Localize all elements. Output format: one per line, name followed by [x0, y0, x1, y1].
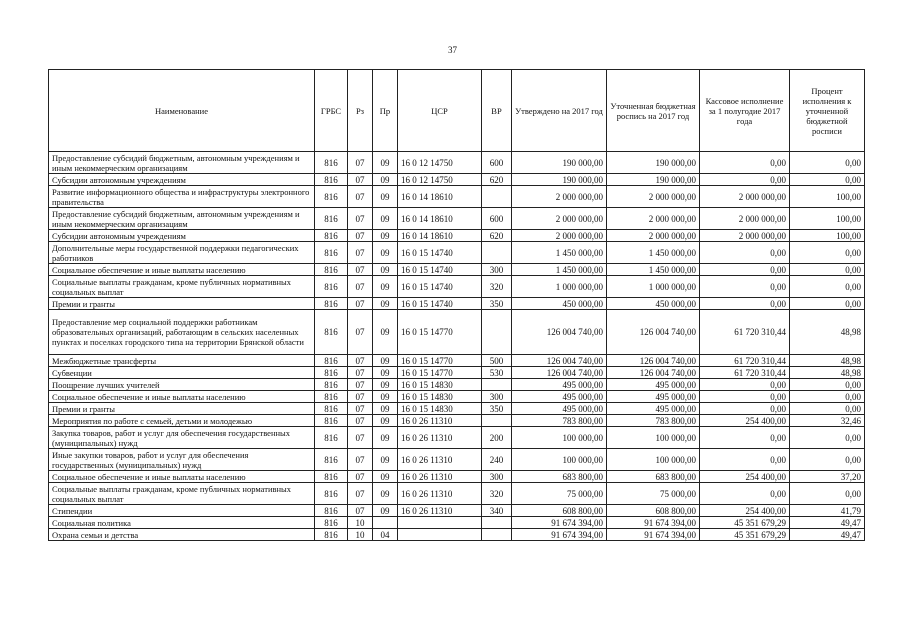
cell-refined: 495 000,00: [607, 403, 700, 415]
cell-vr: 500: [482, 355, 512, 367]
cell-name: Социальное обеспечение и иные выплаты населению: [49, 264, 315, 276]
cell-vr: 350: [482, 403, 512, 415]
cell-pr: 09: [373, 355, 398, 367]
cell-pr: 09: [373, 483, 398, 505]
cell-grbs: 816: [315, 529, 348, 541]
cell-pr: 09: [373, 174, 398, 186]
table-row: [49, 391, 865, 403]
cell-refined: 100 000,00: [607, 449, 700, 471]
cell-grbs: 816: [315, 367, 348, 379]
table-row: [49, 208, 865, 230]
cell-approved: 495 000,00: [512, 391, 607, 403]
cell-vr: [482, 186, 512, 208]
cell-rz: 07: [348, 174, 373, 186]
cell-refined: 450 000,00: [607, 298, 700, 310]
cell-vr: 320: [482, 276, 512, 298]
cell-vr: 200: [482, 427, 512, 449]
cell-csr: 16 0 26 11310: [398, 483, 482, 505]
cell-vr: 600: [482, 152, 512, 174]
cell-pr: 09: [373, 264, 398, 276]
cell-percent: 0,00: [790, 264, 865, 276]
cell-refined: 1 450 000,00: [607, 242, 700, 264]
cell-refined: 2 000 000,00: [607, 208, 700, 230]
table-row: [49, 276, 865, 298]
cell-pr: 09: [373, 152, 398, 174]
header-refined: Уточненная бюджетная роспись на 2017 год: [607, 70, 700, 152]
cell-pr: 09: [373, 208, 398, 230]
cell-refined: 126 004 740,00: [607, 355, 700, 367]
table-row: [49, 186, 865, 208]
header-rz: Рз: [348, 70, 373, 152]
header-vr: ВР: [482, 70, 512, 152]
cell-refined: 91 674 394,00: [607, 517, 700, 529]
cell-vr: [482, 379, 512, 391]
cell-grbs: 816: [315, 449, 348, 471]
cell-name: Поощрение лучших учителей: [49, 379, 315, 391]
cell-cash: 45 351 679,29: [700, 529, 790, 541]
cell-approved: 1 450 000,00: [512, 242, 607, 264]
cell-refined: 2 000 000,00: [607, 186, 700, 208]
cell-vr: 300: [482, 264, 512, 276]
cell-name: Субвенции: [49, 367, 315, 379]
cell-approved: 2 000 000,00: [512, 230, 607, 242]
cell-pr: 09: [373, 186, 398, 208]
cell-csr: 16 0 15 14740: [398, 276, 482, 298]
cell-vr: [482, 242, 512, 264]
cell-pr: 09: [373, 427, 398, 449]
cell-refined: 91 674 394,00: [607, 529, 700, 541]
cell-grbs: 816: [315, 174, 348, 186]
header-csr: ЦСР: [398, 70, 482, 152]
cell-rz: 07: [348, 391, 373, 403]
cell-approved: 1 000 000,00: [512, 276, 607, 298]
cell-percent: 49,47: [790, 529, 865, 541]
cell-csr: 16 0 15 14830: [398, 391, 482, 403]
cell-rz: 10: [348, 529, 373, 541]
cell-approved: 75 000,00: [512, 483, 607, 505]
table-row: [49, 403, 865, 415]
cell-percent: 0,00: [790, 242, 865, 264]
cell-refined: 495 000,00: [607, 379, 700, 391]
cell-rz: 07: [348, 483, 373, 505]
cell-cash: 0,00: [700, 391, 790, 403]
cell-rz: 07: [348, 355, 373, 367]
table-header-row: [49, 70, 865, 152]
cell-grbs: 816: [315, 242, 348, 264]
cell-csr: 16 0 15 14740: [398, 242, 482, 264]
cell-pr: 09: [373, 379, 398, 391]
cell-cash: 61 720 310,44: [700, 355, 790, 367]
cell-grbs: 816: [315, 483, 348, 505]
cell-percent: 0,00: [790, 174, 865, 186]
cell-grbs: 816: [315, 505, 348, 517]
cell-csr: [398, 517, 482, 529]
cell-name: Дополнительные меры государственной поддержки педагогических работников: [49, 242, 315, 264]
cell-approved: 2 000 000,00: [512, 208, 607, 230]
cell-percent: 37,20: [790, 471, 865, 483]
cell-approved: 91 674 394,00: [512, 517, 607, 529]
table-row: [49, 483, 865, 505]
cell-csr: 16 0 12 14750: [398, 174, 482, 186]
cell-pr: 09: [373, 415, 398, 427]
cell-name: Стипендии: [49, 505, 315, 517]
cell-approved: 683 800,00: [512, 471, 607, 483]
cell-name: Охрана семьи и детства: [49, 529, 315, 541]
cell-name: Развитие информационного общества и инфраструктуры электронного правительства: [49, 186, 315, 208]
cell-vr: 340: [482, 505, 512, 517]
table-row: [49, 152, 865, 174]
cell-rz: 07: [348, 367, 373, 379]
cell-refined: 2 000 000,00: [607, 230, 700, 242]
cell-grbs: 816: [315, 310, 348, 355]
cell-percent: 0,00: [790, 379, 865, 391]
cell-grbs: 816: [315, 230, 348, 242]
cell-name: Предоставление субсидий бюджетным, автономным учреждениям и иным некоммерческим организациям: [49, 208, 315, 230]
cell-percent: 0,00: [790, 152, 865, 174]
cell-cash: 0,00: [700, 264, 790, 276]
cell-refined: 683 800,00: [607, 471, 700, 483]
header-percent: Процент исполнения к уточненной бюджетной росписи: [790, 70, 865, 152]
cell-grbs: 816: [315, 403, 348, 415]
cell-name: Предоставление субсидий бюджетным, автономным учреждениям и иным некоммерческим организациям: [49, 152, 315, 174]
cell-name: Премии и гранты: [49, 403, 315, 415]
cell-name: Предоставление мер социальной поддержки работникам образовательных организаций, работающим в сельских населенных пунктах и поселках городского типа на территории Брянской области: [49, 310, 315, 355]
cell-csr: 16 0 26 11310: [398, 505, 482, 517]
cell-percent: 0,00: [790, 483, 865, 505]
cell-vr: 620: [482, 230, 512, 242]
table-row: [49, 355, 865, 367]
cell-grbs: 816: [315, 298, 348, 310]
cell-refined: 100 000,00: [607, 427, 700, 449]
table-row: [49, 529, 865, 541]
cell-cash: 0,00: [700, 174, 790, 186]
header-name: Наименование: [49, 70, 315, 152]
cell-csr: 16 0 12 14750: [398, 152, 482, 174]
cell-rz: 07: [348, 276, 373, 298]
cell-refined: 1 000 000,00: [607, 276, 700, 298]
table-row: [49, 379, 865, 391]
cell-cash: 254 400,00: [700, 415, 790, 427]
cell-vr: 320: [482, 483, 512, 505]
cell-approved: 1 450 000,00: [512, 264, 607, 276]
cell-approved: 91 674 394,00: [512, 529, 607, 541]
cell-rz: 07: [348, 403, 373, 415]
cell-pr: [373, 517, 398, 529]
cell-rz: 07: [348, 264, 373, 276]
cell-refined: 190 000,00: [607, 174, 700, 186]
cell-csr: [398, 529, 482, 541]
cell-vr: 240: [482, 449, 512, 471]
table-row: [49, 298, 865, 310]
cell-vr: 300: [482, 471, 512, 483]
cell-rz: 07: [348, 449, 373, 471]
cell-refined: 783 800,00: [607, 415, 700, 427]
cell-rz: 07: [348, 186, 373, 208]
table-row: [49, 471, 865, 483]
cell-percent: 0,00: [790, 427, 865, 449]
cell-approved: 495 000,00: [512, 403, 607, 415]
cell-rz: 07: [348, 505, 373, 517]
cell-name: Социальные выплаты гражданам, кроме публичных нормативных социальных выплат: [49, 483, 315, 505]
cell-rz: 07: [348, 230, 373, 242]
budget-table: [48, 69, 865, 541]
header-pr: Пр: [373, 70, 398, 152]
cell-cash: 254 400,00: [700, 471, 790, 483]
cell-cash: 2 000 000,00: [700, 186, 790, 208]
cell-cash: 254 400,00: [700, 505, 790, 517]
cell-grbs: 816: [315, 264, 348, 276]
cell-percent: 0,00: [790, 298, 865, 310]
cell-cash: 0,00: [700, 449, 790, 471]
cell-approved: 450 000,00: [512, 298, 607, 310]
cell-grbs: 816: [315, 517, 348, 529]
cell-csr: 16 0 15 14830: [398, 403, 482, 415]
cell-name: Премии и гранты: [49, 298, 315, 310]
cell-grbs: 816: [315, 471, 348, 483]
cell-pr: 09: [373, 367, 398, 379]
cell-csr: 16 0 15 14830: [398, 379, 482, 391]
cell-rz: 10: [348, 517, 373, 529]
cell-name: Субсидии автономным учреждениям: [49, 230, 315, 242]
cell-percent: 48,98: [790, 310, 865, 355]
cell-cash: 45 351 679,29: [700, 517, 790, 529]
cell-percent: 32,46: [790, 415, 865, 427]
cell-percent: 41,79: [790, 505, 865, 517]
table-row: [49, 517, 865, 529]
cell-percent: 100,00: [790, 208, 865, 230]
cell-percent: 100,00: [790, 186, 865, 208]
cell-pr: 09: [373, 276, 398, 298]
cell-refined: 126 004 740,00: [607, 367, 700, 379]
header-grbs: ГРБС: [315, 70, 348, 152]
cell-rz: 07: [348, 152, 373, 174]
cell-cash: 61 720 310,44: [700, 310, 790, 355]
cell-approved: 100 000,00: [512, 449, 607, 471]
cell-refined: 190 000,00: [607, 152, 700, 174]
cell-pr: 09: [373, 403, 398, 415]
cell-rz: 07: [348, 310, 373, 355]
cell-csr: 16 0 26 11310: [398, 471, 482, 483]
cell-name: Субсидии автономным учреждениям: [49, 174, 315, 186]
cell-refined: 608 800,00: [607, 505, 700, 517]
cell-approved: 126 004 740,00: [512, 355, 607, 367]
table-row: [49, 174, 865, 186]
cell-pr: 09: [373, 298, 398, 310]
cell-vr: 600: [482, 208, 512, 230]
cell-approved: 190 000,00: [512, 152, 607, 174]
cell-pr: 09: [373, 230, 398, 242]
cell-csr: 16 0 26 11310: [398, 415, 482, 427]
cell-cash: 0,00: [700, 298, 790, 310]
cell-pr: 09: [373, 310, 398, 355]
cell-percent: 48,98: [790, 367, 865, 379]
cell-name: Закупка товаров, работ и услуг для обеспечения государственных (муниципальных) нужд: [49, 427, 315, 449]
cell-cash: 2 000 000,00: [700, 230, 790, 242]
cell-percent: 48,98: [790, 355, 865, 367]
cell-grbs: 816: [315, 208, 348, 230]
cell-rz: 07: [348, 298, 373, 310]
cell-csr: 16 0 15 14740: [398, 298, 482, 310]
cell-csr: 16 0 14 18610: [398, 186, 482, 208]
cell-cash: 61 720 310,44: [700, 367, 790, 379]
table-row: [49, 264, 865, 276]
cell-approved: 783 800,00: [512, 415, 607, 427]
cell-grbs: 816: [315, 391, 348, 403]
header-approved: Утверждено на 2017 год: [512, 70, 607, 152]
cell-approved: 190 000,00: [512, 174, 607, 186]
table-row: [49, 427, 865, 449]
cell-pr: 04: [373, 529, 398, 541]
cell-rz: 07: [348, 242, 373, 264]
cell-cash: 0,00: [700, 152, 790, 174]
cell-cash: 0,00: [700, 427, 790, 449]
cell-approved: 2 000 000,00: [512, 186, 607, 208]
cell-csr: 16 0 15 14770: [398, 367, 482, 379]
cell-rz: 07: [348, 471, 373, 483]
cell-name: Мероприятия по работе с семьей, детьми и молодежью: [49, 415, 315, 427]
header-cash: Кассовое исполнение за 1 полугодие 2017 года: [700, 70, 790, 152]
cell-rz: 07: [348, 427, 373, 449]
cell-refined: 1 450 000,00: [607, 264, 700, 276]
cell-name: Межбюджетные трансферты: [49, 355, 315, 367]
cell-vr: [482, 517, 512, 529]
cell-rz: 07: [348, 208, 373, 230]
cell-csr: 16 0 26 11310: [398, 427, 482, 449]
cell-name: Социальная политика: [49, 517, 315, 529]
cell-cash: 0,00: [700, 379, 790, 391]
table-row: [49, 242, 865, 264]
cell-name: Социальное обеспечение и иные выплаты населению: [49, 471, 315, 483]
cell-vr: [482, 310, 512, 355]
cell-grbs: 816: [315, 427, 348, 449]
cell-grbs: 816: [315, 186, 348, 208]
cell-name: Социальное обеспечение и иные выплаты населению: [49, 391, 315, 403]
cell-percent: 0,00: [790, 403, 865, 415]
cell-percent: 49,47: [790, 517, 865, 529]
cell-grbs: 816: [315, 355, 348, 367]
cell-approved: 495 000,00: [512, 379, 607, 391]
table-row: [49, 310, 865, 355]
cell-cash: 2 000 000,00: [700, 208, 790, 230]
cell-percent: 0,00: [790, 449, 865, 471]
cell-grbs: 816: [315, 415, 348, 427]
cell-pr: 09: [373, 471, 398, 483]
cell-pr: 09: [373, 449, 398, 471]
cell-csr: 16 0 14 18610: [398, 208, 482, 230]
cell-vr: [482, 529, 512, 541]
cell-pr: 09: [373, 505, 398, 517]
cell-csr: 16 0 15 14770: [398, 355, 482, 367]
cell-name: Социальные выплаты гражданам, кроме публичных нормативных социальных выплат: [49, 276, 315, 298]
cell-csr: 16 0 26 11310: [398, 449, 482, 471]
cell-vr: 300: [482, 391, 512, 403]
cell-csr: 16 0 15 14770: [398, 310, 482, 355]
cell-vr: 350: [482, 298, 512, 310]
cell-pr: 09: [373, 391, 398, 403]
cell-percent: 100,00: [790, 230, 865, 242]
cell-csr: 16 0 15 14740: [398, 264, 482, 276]
cell-percent: 0,00: [790, 276, 865, 298]
cell-rz: 07: [348, 415, 373, 427]
table-row: [49, 415, 865, 427]
table-row: [49, 449, 865, 471]
cell-refined: 75 000,00: [607, 483, 700, 505]
cell-name: Иные закупки товаров, работ и услуг для обеспечения государственных (муниципальных) нужд: [49, 449, 315, 471]
cell-refined: 126 004 740,00: [607, 310, 700, 355]
cell-cash: 0,00: [700, 483, 790, 505]
table-body: [49, 152, 865, 541]
table-row: [49, 505, 865, 517]
cell-percent: 0,00: [790, 391, 865, 403]
cell-grbs: 816: [315, 379, 348, 391]
table-row: [49, 367, 865, 379]
page-number: 37: [448, 45, 457, 55]
cell-vr: 620: [482, 174, 512, 186]
cell-approved: 608 800,00: [512, 505, 607, 517]
cell-vr: [482, 415, 512, 427]
cell-approved: 126 004 740,00: [512, 310, 607, 355]
cell-cash: 0,00: [700, 276, 790, 298]
cell-cash: 0,00: [700, 403, 790, 415]
cell-grbs: 816: [315, 276, 348, 298]
cell-pr: 09: [373, 242, 398, 264]
cell-rz: 07: [348, 379, 373, 391]
cell-grbs: 816: [315, 152, 348, 174]
cell-cash: 0,00: [700, 242, 790, 264]
cell-approved: 126 004 740,00: [512, 367, 607, 379]
cell-approved: 100 000,00: [512, 427, 607, 449]
table-row: [49, 230, 865, 242]
cell-refined: 495 000,00: [607, 391, 700, 403]
cell-vr: 530: [482, 367, 512, 379]
cell-csr: 16 0 14 18610: [398, 230, 482, 242]
